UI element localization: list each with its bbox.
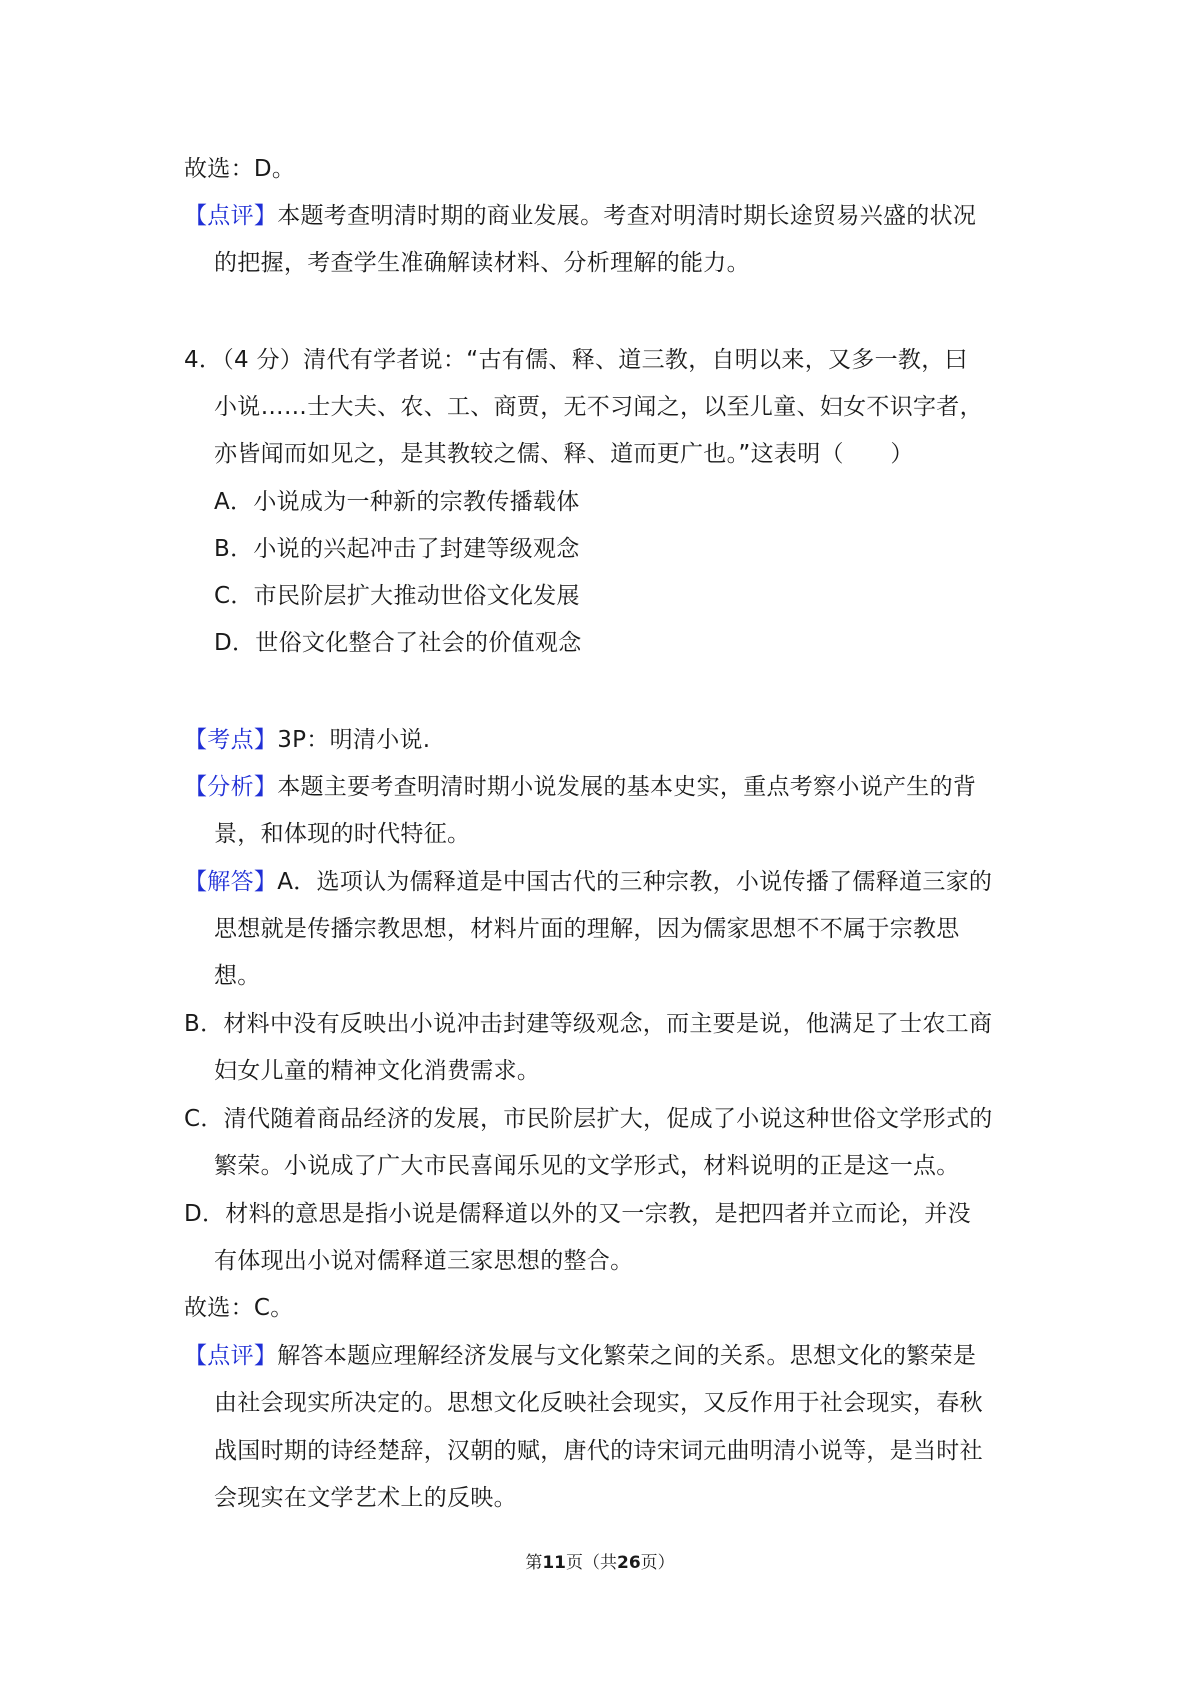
fenxi-text-1: 本题主要考查明清时期小说发展的基本史实，重点考察小说产生的背: [277, 774, 977, 800]
prev-comment-line-1: [184, 201, 976, 231]
footer-prefix: 第: [525, 1553, 543, 1573]
dianping-line-3: 战国时期的诗经楚辞，汉朝的赋，唐代的诗宋词元曲明清小说等，是当时社: [214, 1438, 983, 1464]
prev-comment-text-1: 本题考查明清时期的商业发展。考查对明清时期长途贸易兴盛的状况: [277, 203, 977, 229]
question-line-3: 亦皆闻而如见之，是其教较之儒、释、道而更广也。”这表明（ ）: [214, 441, 914, 467]
jieda-text-1: A．选项认为儒释道是中国古代的三种宗教，小说传播了儒释道三家的: [277, 869, 993, 895]
jieda-line-6: C．清代随着商品经济的发展，市民阶层扩大，促成了小说这种世俗文学形式的: [184, 1106, 993, 1132]
question-line-1: 4．（4 分）清代有学者说：“古有儒、释、道三教，自明以来，又多一教，曰: [184, 347, 968, 373]
option-a: A．小说成为一种新的宗教传播载体: [214, 489, 580, 515]
fenxi-line-1: [184, 772, 976, 802]
dianping-tag: 【点评】: [184, 1343, 278, 1369]
prev-answer: 故选：D。: [184, 156, 296, 182]
footer-page-number: 11: [542, 1553, 566, 1573]
jieda-line-7: 繁荣。小说成了广大市民喜闻乐见的文学形式，材料说明的正是这一点。: [214, 1153, 960, 1179]
kaodian-tag: 【考点】: [184, 727, 278, 753]
comment-tag: 【点评】: [184, 203, 278, 229]
option-d: D．世俗文化整合了社会的价值观念: [214, 630, 582, 656]
dianping-text-1: 解答本题应理解经济发展与文化繁荣之间的关系。思想文化的繁荣是: [277, 1343, 977, 1369]
jieda-line-3: 想。: [214, 963, 261, 989]
fenxi-tag: 【分析】: [184, 774, 278, 800]
option-b: B．小说的兴起冲击了封建等级观念: [214, 536, 580, 562]
jieda-line-1: [184, 867, 992, 897]
jieda-line-2: 思想就是传播宗教思想，材料片面的理解，因为儒家思想不不属于宗教思: [214, 916, 960, 942]
jieda-line-9: 有体现出小说对儒释道三家思想的整合。: [214, 1248, 634, 1274]
kaodian-text: 3P：明清小说.: [277, 727, 431, 753]
dianping-line-1: [184, 1341, 976, 1371]
prev-comment-line-2: 的把握，考查学生准确解读材料、分析理解的能力。: [214, 250, 750, 276]
page-footer: [0, 1551, 1200, 1575]
question-line-2: 小说……士大夫、农、工、商贾，无不习闻之，以至儿童、妇女不识字者，: [214, 394, 983, 420]
option-c: C．市民阶层扩大推动世俗文化发展: [214, 583, 580, 609]
footer-suffix: 页）: [640, 1553, 675, 1573]
jieda-answer: 故选：C。: [184, 1295, 294, 1321]
jieda-line-8: D．材料的意思是指小说是儒释道以外的又一宗教，是把四者并立而论，并没: [184, 1201, 971, 1227]
jieda-tag: 【解答】: [184, 869, 278, 895]
dianping-line-4: 会现实在文学艺术上的反映。: [214, 1485, 517, 1511]
footer-total-pages: 26: [617, 1553, 641, 1573]
fenxi-line-2: 景，和体现的时代特征。: [214, 821, 471, 847]
kaodian-line: [184, 725, 430, 755]
dianping-line-2: 由社会现实所决定的。思想文化反映社会现实，又反作用于社会现实，春秋: [214, 1390, 983, 1416]
footer-middle: 页（共: [566, 1553, 617, 1573]
jieda-line-4: B．材料中没有反映出小说冲击封建等级观念，而主要是说，他满足了士农工商: [184, 1011, 993, 1037]
jieda-line-5: 妇女儿童的精神文化消费需求。: [214, 1058, 541, 1084]
